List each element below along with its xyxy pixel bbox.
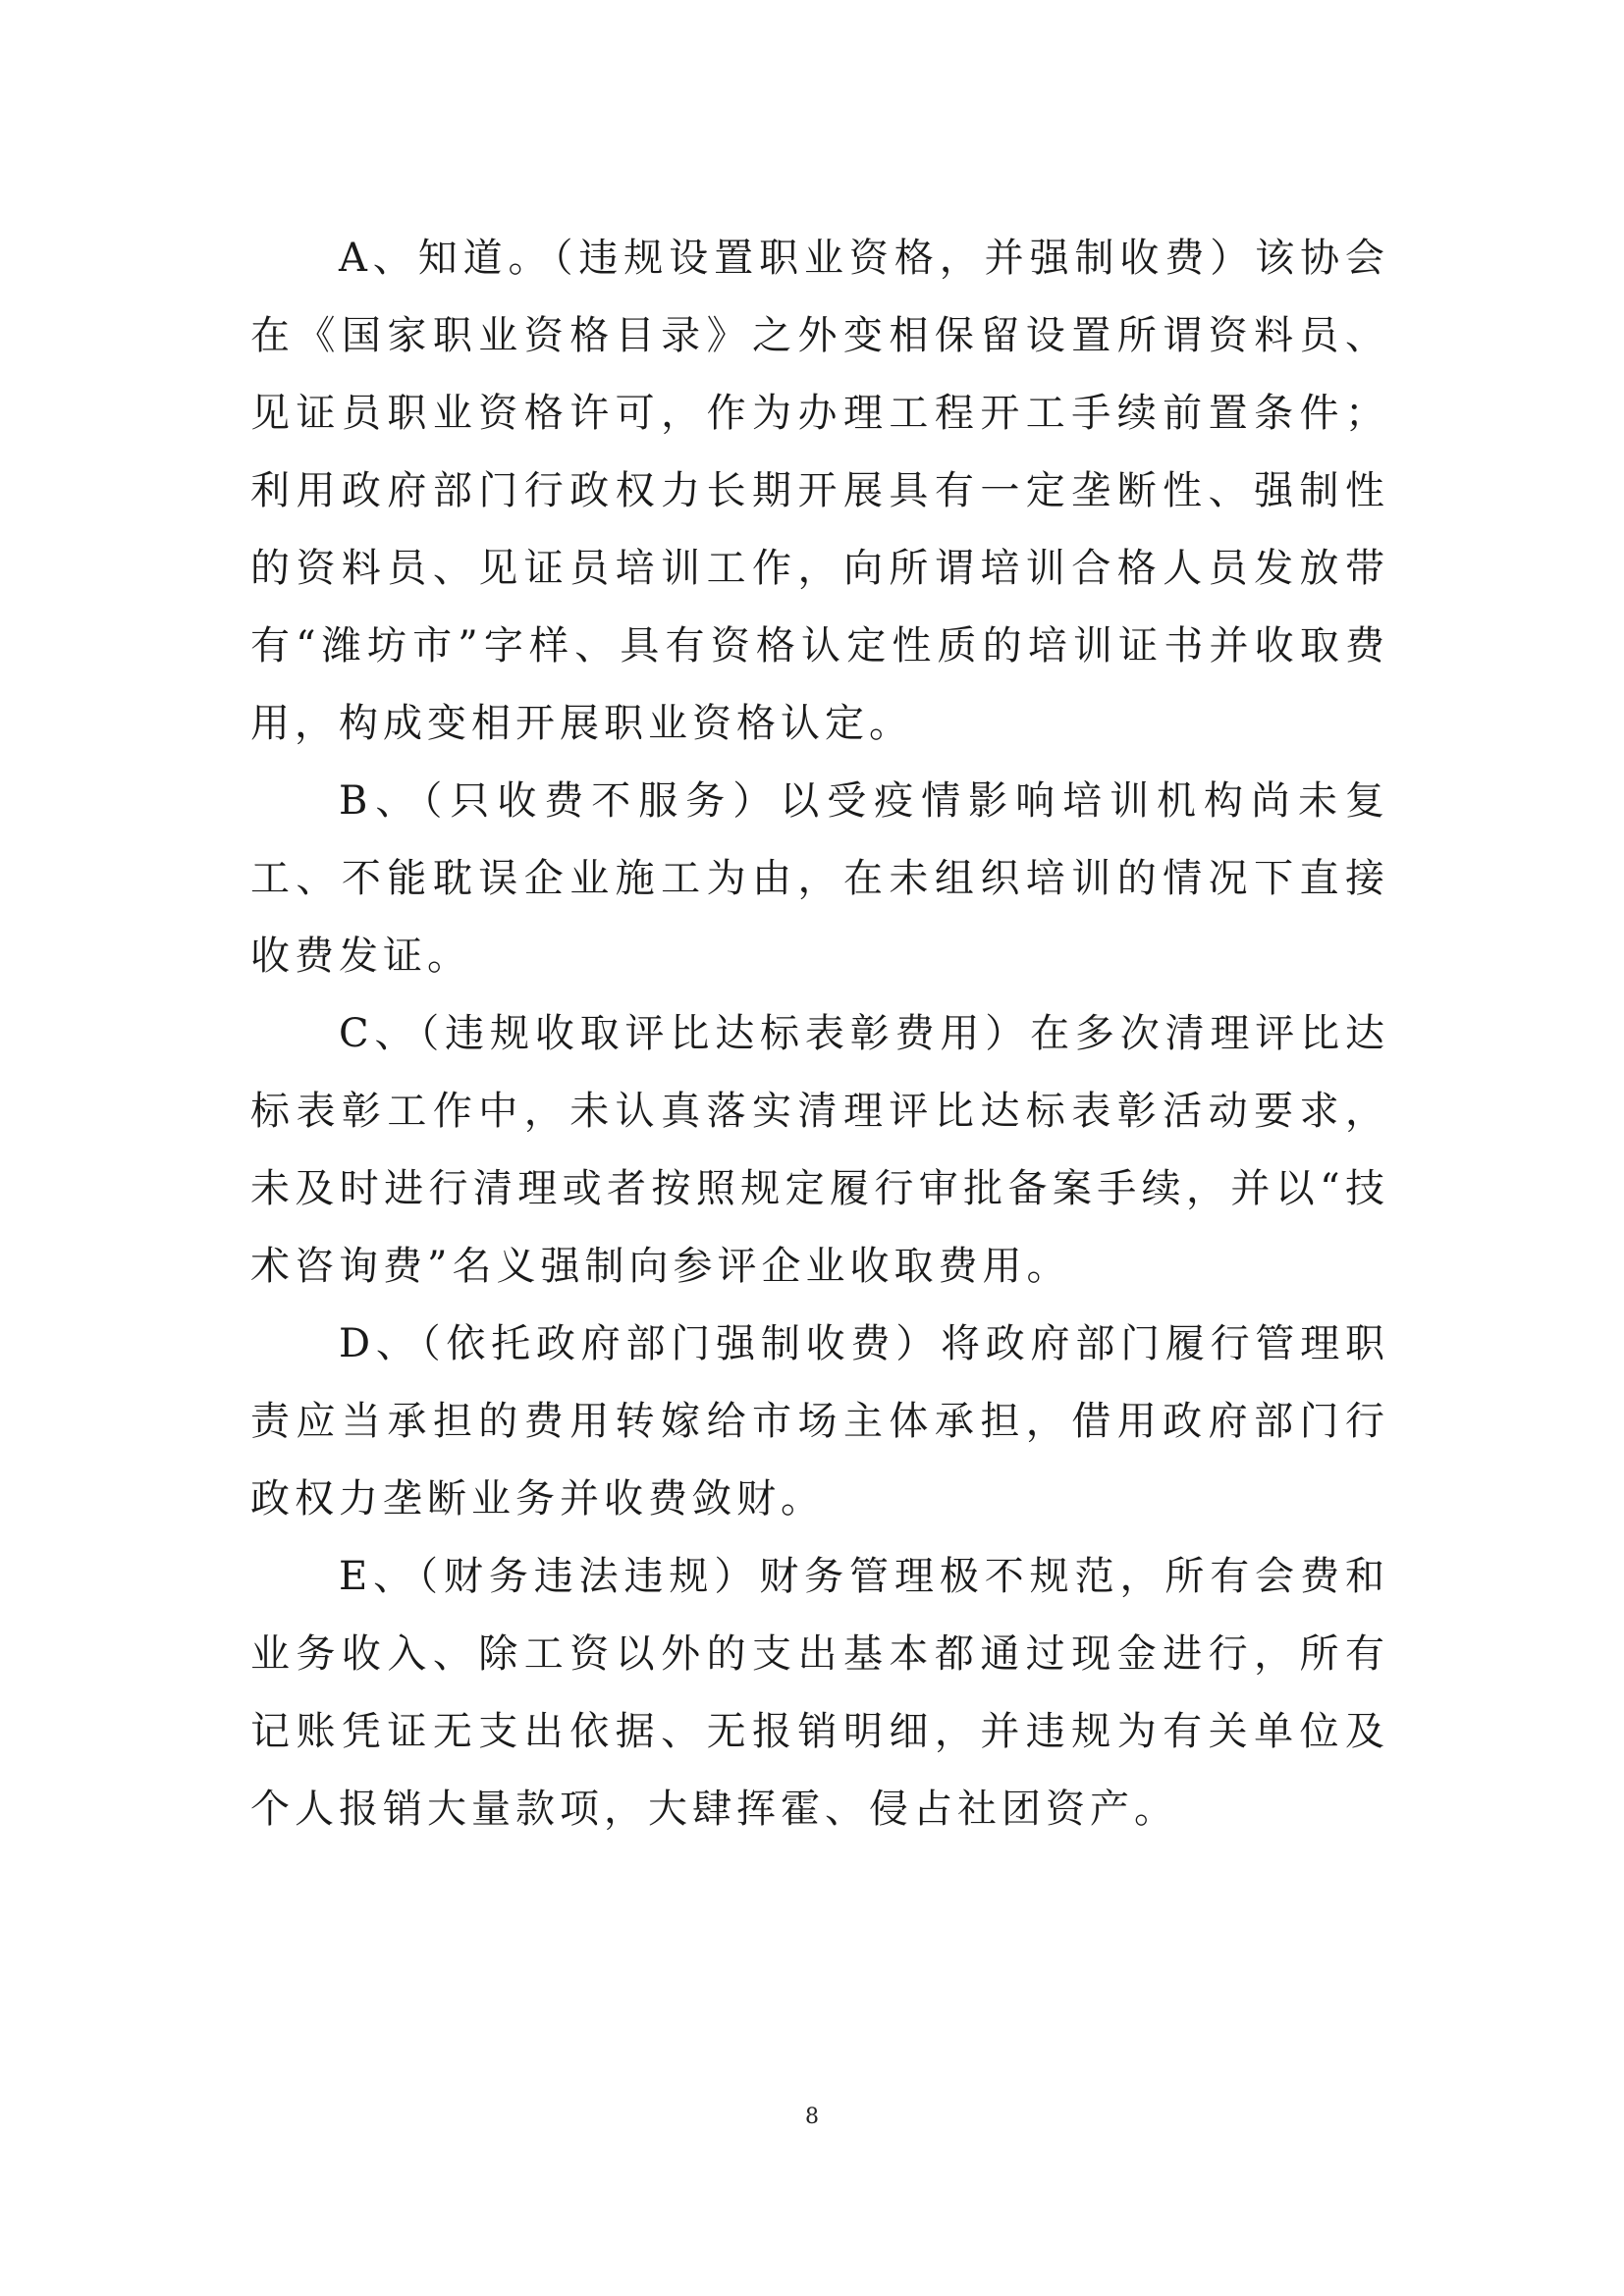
paragraph-d: D、（依托政府部门强制收费）将政府部门履行管理职责应当承担的费用转嫁给市场主体承担，借用政府部门行政权力垄断业务并收费敛财。 [250,1321,1389,1522]
paragraph-a: A、知道。（违规设置职业资格，并强制收费）该协会在《国家职业资格目录》之外变相保留设置所谓资料员、见证员职业资格许可，作为办理工程开工手续前置条件；利用政府部门行政权力长期开展具有一定垄断性、强制性的资料员、见证员培训工作，向所谓培训合格人员发放带有“潍坊市”字样、具有资格认定性质的培训证书并收取费用，构成变相开展职业资格认定。 [250,236,1389,746]
paragraph-e: E、（财务违法违规）财务管理极不规范，所有会费和业务收入、除工资以外的支出基本都通过现金进行，所有记账凭证无支出依据、无报销明细，并违规为有关单位及个人报销大量款项，大肆挥霍、侵占社团资产。 [250,1554,1389,1832]
page-number: 8 [805,2105,819,2129]
paragraph-b: B、（只收费不服务）以受疫情影响培训机构尚未复工、不能耽误企业施工为由，在未组织培训的情况下直接收费发证。 [250,778,1389,979]
paragraph-c: C、（违规收取评比达标表彰费用）在多次清理评比达标表彰工作中，未认真落实清理评比达标表彰活动要求，未及时进行清理或者按照规定履行审批备案手续，并以“技术咨询费”名义强制向参评企业收取费用。 [250,1011,1389,1289]
document-body [250,220,1389,1848]
